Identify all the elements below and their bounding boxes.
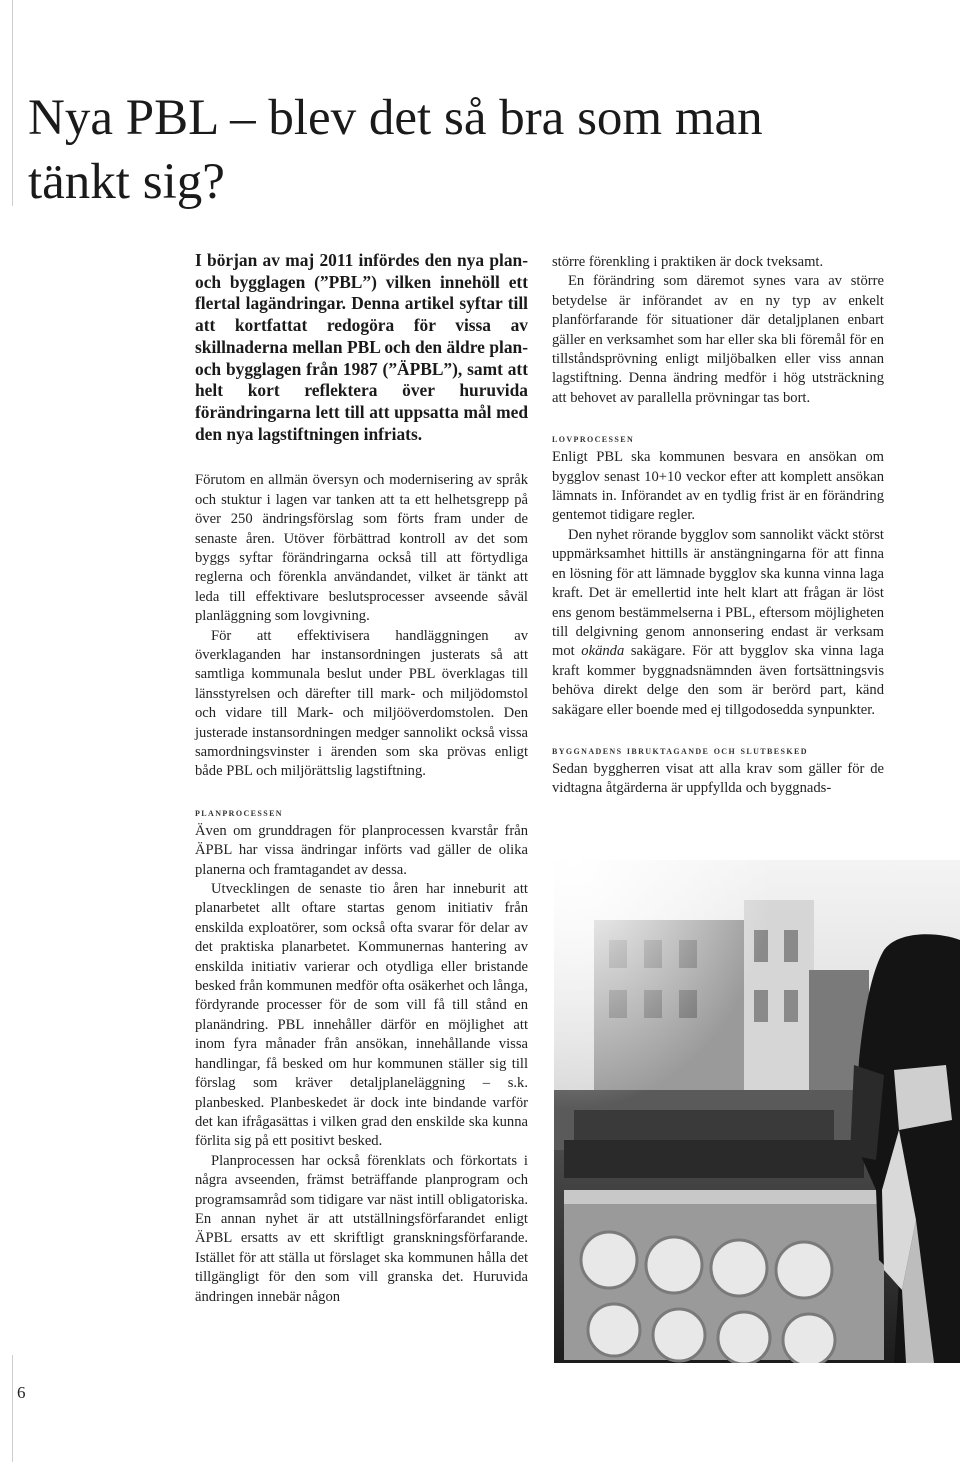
intro-paragraph-2: För att effektivisera handläggningen av överklaganden har instansordningen justerats så att samtliga kommunala beslut under PBL överklagas till länsstyrelsen och därefter till mark- och miljödomstol och vidare till Mark- och miljööverdomstolen. Den justerade instansordningen medger sannolikt också vissa samordningsvinster i ärenden som ska prövas enligt både PBL och miljörättslig lagstiftning. [195,627,528,780]
lead-paragraph: I början av maj 2011 infördes den nya plan- och bygglagen (”PBL”) vilken innehöll ett flertal lagändringar. Denna artikel syftar till att kortfattat redogöra för vissa av skillnaderna mellan PBL och den äldre plan- och bygglagen från 1987 (”ÄPBL”), samt att helt kort reflektera över huruvida förändringarna lett till att uppsatta mål med den nya lagstiftningen infriats. [195,250,528,444]
construction-worker-photo [554,860,960,1363]
lovprocessen-paragraph-1: Enligt PBL ska kommunen besvara en ansökan om bygglov senast 10+10 veckor efter att komplett ansökan lämnats in. Införandet av en tydlig frist är en förändring gentemot tidigare regler. [552,449,884,524]
intro-paragraph-1: Förutom en allmän översyn och modernisering av språk och stuktur i lagen var tanken att ta ett helhetsgrepp på över 250 ändringsförslag som förts fram under de senaste åren. Utöver förbättrad kontroll av det som byggs syftar förändringarna också till att förtydliga reglerna och förenkla användandet, vilket är tänkt att leda till effektivare beslutsprocesser avseende såväl planläggning som lovgivning. [195,472,528,625]
lovprocessen-text-before: Den nyhet rörande bygglov som sannolikt väckt störst uppmärksamhet hittills är anstängningarna för att finna en lösning för att lämnade bygglov ska kunna vinna laga kraft. Det är emellertid inte helt klart att frågan är löst ens genom bestämmelserna i PBL, eftersom möjligheten till delgivning genom annonsering endast är verksam mot [552,526,884,660]
lovprocessen-text-after: sakägare. För att bygglov ska vinna laga kraft kommer byggnadsnämnden även fortsättningsvis behöva direkt delge den som är berörd part, känd sakägare eller boende med ej tillgodosedda synpunkter. [552,643,884,718]
lovprocessen-paragraph-2 [552,526,884,720]
left-column [195,250,528,1307]
article-title: Nya PBL – blev det så bra som man tänkt sig? [28,90,763,210]
planprocessen-paragraph-1: Även om grunddragen för planprocessen kvarstår från ÄPBL har vissa ändringar införts vad gäller de olika planerna och framtagandet av dessa. [195,822,528,878]
margin-rule-bottom [12,1355,13,1462]
section-heading-ibruktagande: byggnadens ibruktagande och slutbesked [552,742,808,757]
page-number: 6 [17,1383,26,1402]
planprocessen-paragraph-2: Utvecklingen de senaste tio åren har inneburit att planarbetet allt oftare startas genom initiativ från enskilda exploatörer, som också ofta svarar för delar av det praktiska planarbetet. Kommunernas hantering av enskilda initiativ varierar och otydliga eller bristande besked från kommunen medför ofta osäkerhet och långa, fördyrande processer för de som vill få till stånd en planändring. PBL innehåller därför en möjlighet att inom fyra månader från ansökan, innehållande vissa handlingar, få besked om hur kommunen ställer sig till förslag som kräver detaljplaneläggning – s.k. planbesked. Planbeskedet är dock inte bindande varför det kan ifrågasättas i vilken grad den enskilde ska kunna förlita sig på ett positivt besked. [195,881,528,1150]
planform-paragraph: En förändring som däremot synes vara av större betydelse är införandet av en ny typ av enkelt planförfarande för situationer där detaljplanen enbart gäller en verksamhet som har eller ska bli föremål för en tillståndsprövning enligt miljöbalken eller viss annan lagstiftning. Denna ändring medför i hög utsträckning att behovet av parallella prövningar tas bort. [552,273,884,406]
margin-rule-top [12,0,13,206]
intro-section [195,471,528,782]
continued-paragraph: större förenkling i praktiken är dock tveksamt. [552,254,824,270]
right-column [552,253,884,799]
emphasis-okanda: okända [581,643,625,660]
ibruktagande-paragraph-1: Sedan byggherren visat att alla krav som gäller för de vidtagna åtgärderna är uppfyllda och byggnads- [552,760,884,797]
section-heading-planprocessen: planprocessen [195,804,283,819]
planprocessen-paragraph-3: Planprocessen har också förenklats och förkortats i några avseenden, främst beträffande planprogram och programsamråd som tidigare var näst intill obligatoriska. En annan nyhet är att utställningsförfarandet enligt ÄPBL ersatts av ett skriftligt granskningsförfarande. Istället för att ställa ut förslaget ska kommunen hålla det tillgängligt för den som vill granska det. Huruvida ändringen innebär någon [195,1152,528,1305]
section-heading-lovprocessen: lovprocessen [552,431,635,446]
planprocessen-section [195,803,528,1307]
